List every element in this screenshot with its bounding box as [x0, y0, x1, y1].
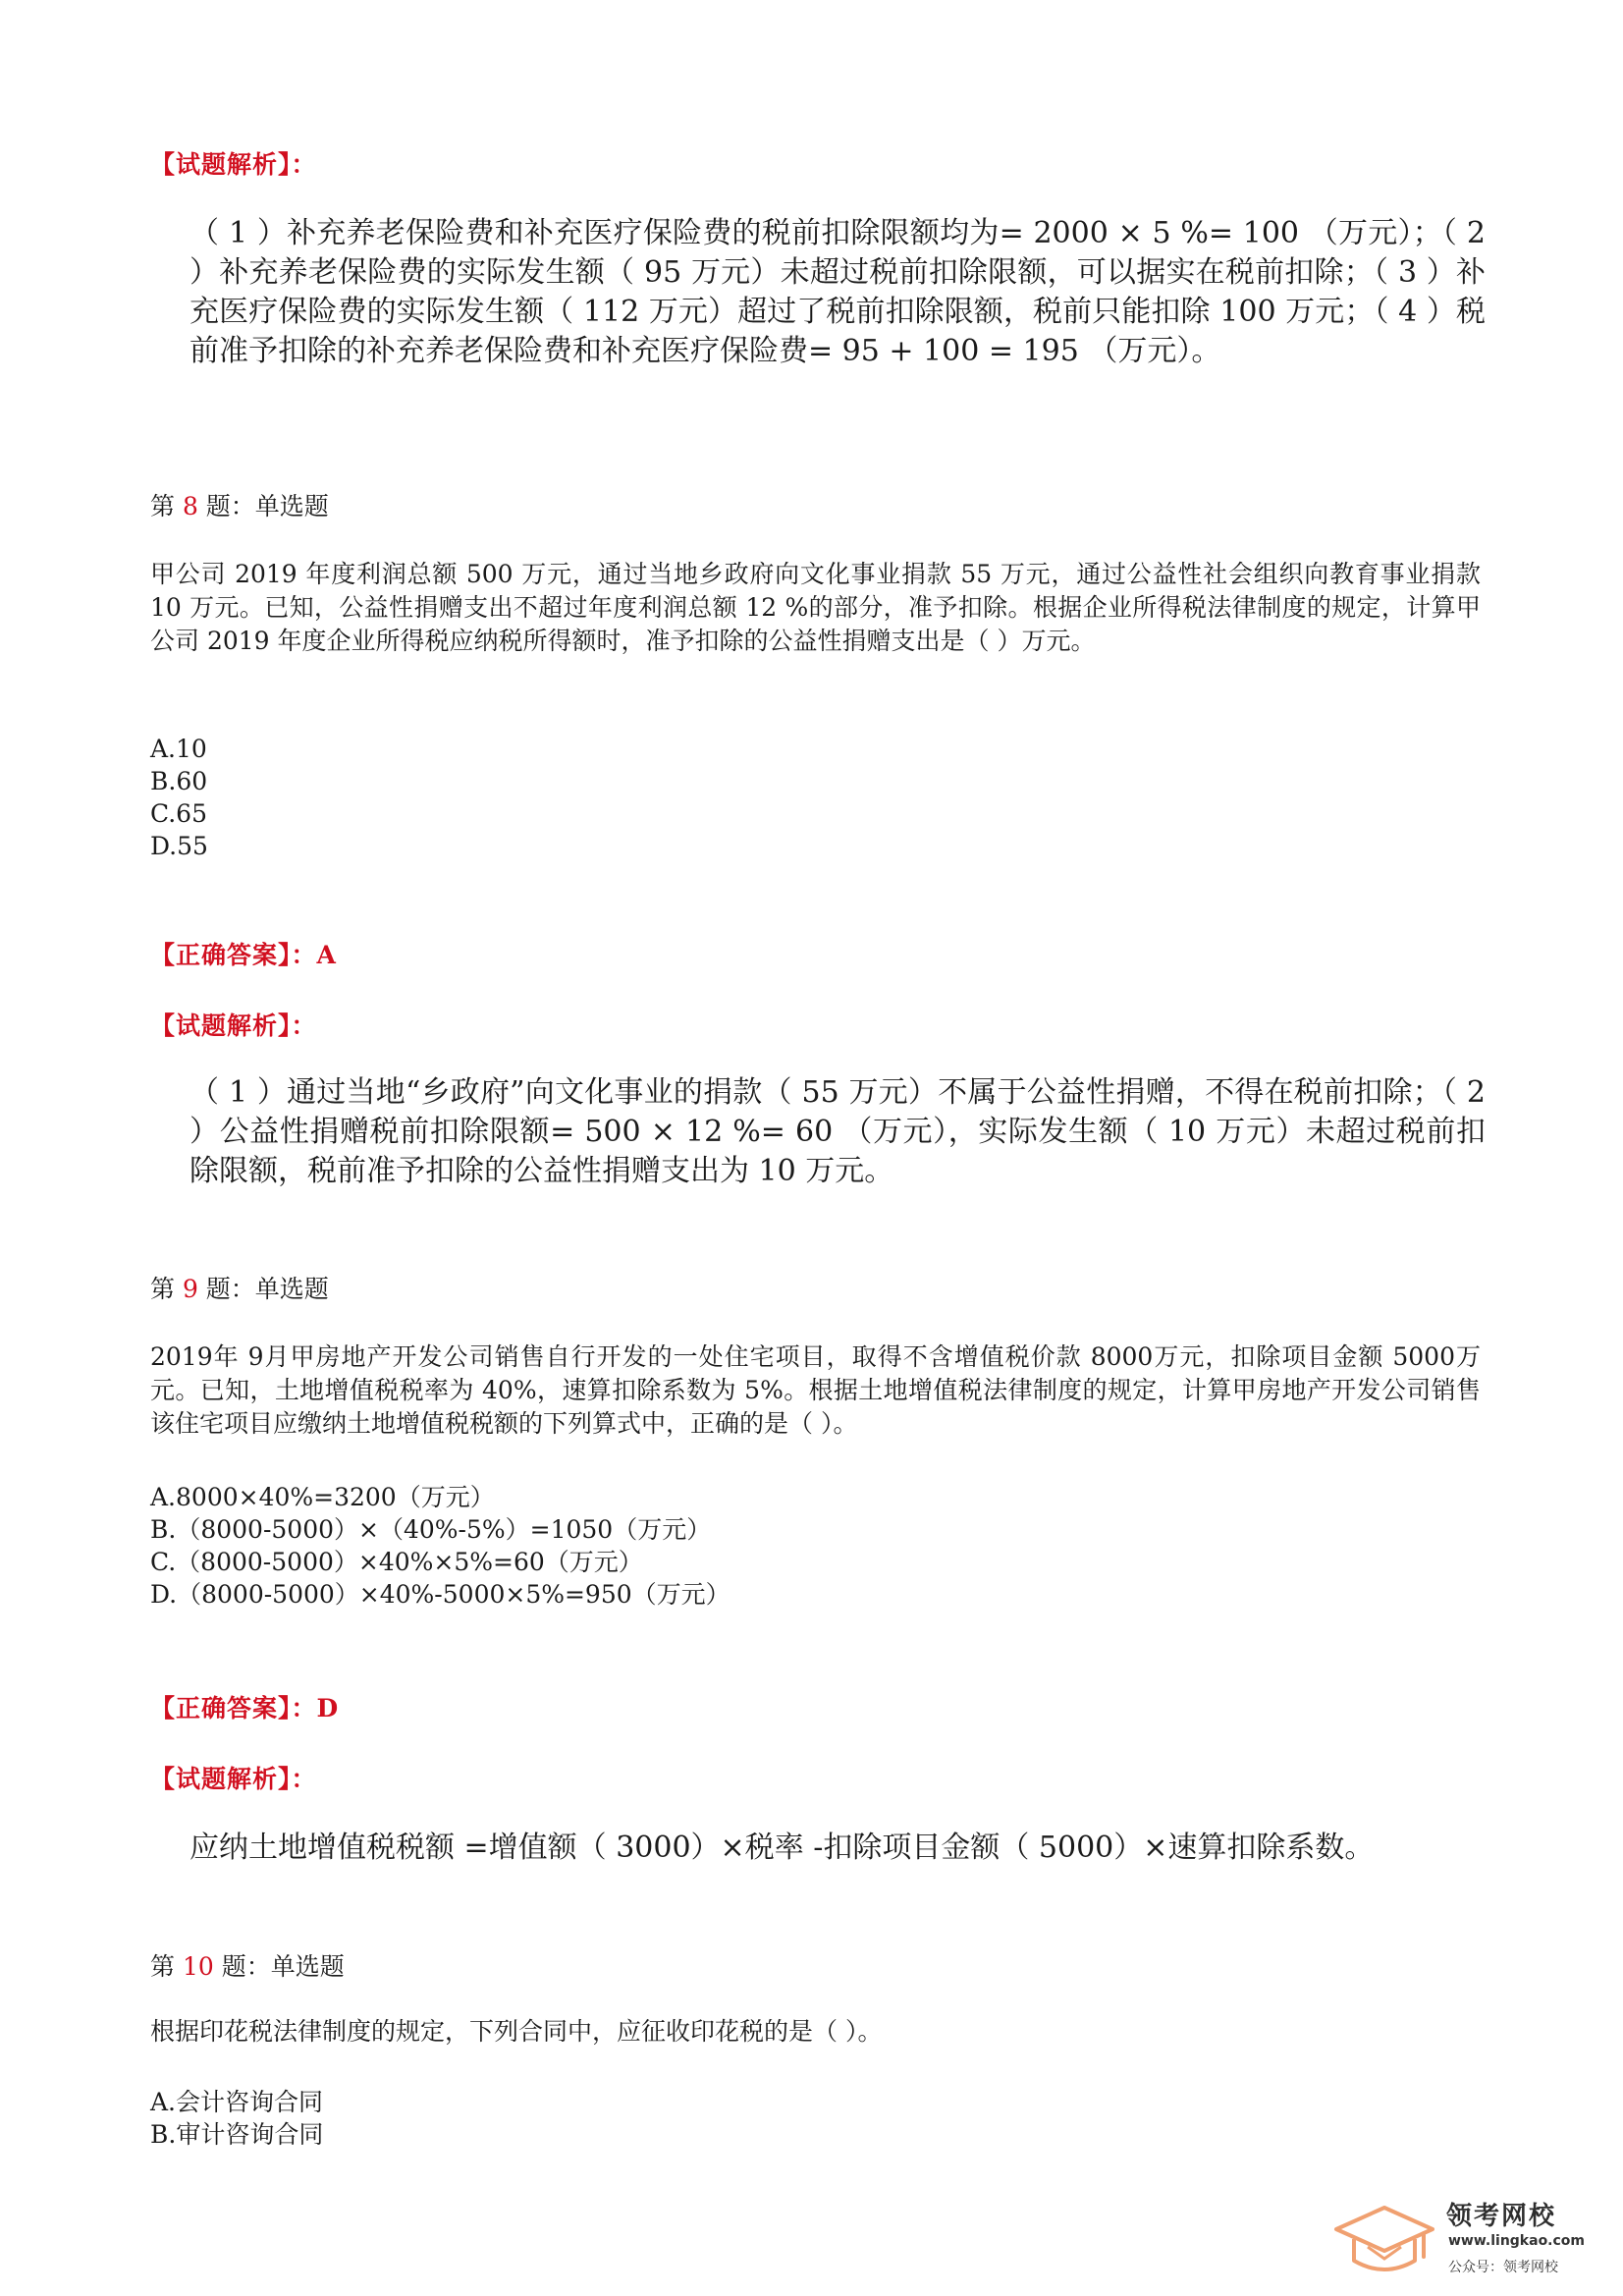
option-d[interactable]: D.55: [150, 832, 208, 860]
option-a[interactable]: A.8000×40%=3200（万元）: [150, 1483, 495, 1511]
brand-logo: [1330, 2192, 1586, 2290]
option-list: [150, 2086, 1481, 2151]
question-stem: 根据印花税法律制度的规定，下列合同中，应征收印花税的是（ ）。: [150, 2017, 883, 2046]
analysis-text: 应纳土地增值税税额 =增值额（ 3000）×税率 -扣除项目金额（ 5000）×速算扣除系数。: [189, 1831, 1375, 1865]
question-header: 第 9 题：单选题: [150, 1275, 329, 1303]
graduation-cap-icon: [1330, 2202, 1438, 2280]
answer-label: 【正确答案】：D: [150, 1694, 340, 1722]
option-a[interactable]: A.会计咨询合同: [150, 2088, 324, 2116]
brand-site: www.lingkao.com: [1448, 2233, 1586, 2249]
answer-value: D: [316, 1694, 340, 1722]
analysis-label: 【试题解析】：: [150, 1011, 317, 1040]
question-header: 第 10 题：单选题: [150, 1952, 345, 1981]
option-d[interactable]: D.（8000-5000）×40%-5000×5%=950（万元）: [150, 1580, 730, 1609]
option-b[interactable]: B.60: [150, 767, 208, 795]
option-a[interactable]: A.10: [150, 735, 207, 763]
question-number: 10: [182, 1952, 214, 1981]
question-header: 第 8 题：单选题: [150, 492, 329, 520]
option-b[interactable]: B.审计咨询合同: [150, 2120, 324, 2149]
option-list: [150, 1481, 1481, 1611]
brand-wechat: 公众号：领考网校: [1448, 2260, 1558, 2275]
brand-name: 领考网校: [1446, 2202, 1557, 2231]
answer-label: 【正确答案】：A: [150, 941, 337, 969]
question-number: 9: [182, 1275, 198, 1303]
analysis-label: 【试题解析】：: [150, 150, 317, 179]
analysis-label: 【试题解析】：: [150, 1765, 317, 1793]
option-b[interactable]: B.（8000-5000）×（40%-5%）=1050（万元）: [150, 1515, 712, 1544]
option-list: [150, 733, 1481, 862]
answer-value: A: [316, 941, 337, 969]
analysis-text: （ 1 ）通过当地“乡政府”向文化事业的捐款（ 55 万元）不属于公益性捐赠，不得在税前扣除；（ 2 ）公益性捐赠税前扣除限额= 500 × 12 %= 60 （万元），实际发生额（ 10 万元）未超过税前扣除限额，税前准予扣除的公益性捐赠支出为 10 万元。: [189, 1075, 1486, 1188]
option-c[interactable]: C.65: [150, 799, 207, 828]
question-stem: 2019年 9月甲房地产开发公司销售自行开发的一处住宅项目，取得不含增值税价款 8000万元，扣除项目金额 5000万元。已知，土地增值税税率为 40%，速算扣除系数为 5%。根据土地增值税法律制度的规定，计算甲房地产开发公司销售该住宅项目应缴纳土地增值税税额的下列算式中，正确的是（ ）。: [150, 1342, 1481, 1438]
analysis-text: （ 1 ）补充养老保险费和补充医疗保险费的税前扣除限额均为= 2000 × 5 %= 100 （万元）；（ 2 ）补充养老保险费的实际发生额（ 95 万元）未超过税前扣除限额，可以据实在税前扣除；（ 3 ）补充医疗保险费的实际发生额（ 112 万元）超过了税前扣除限额，税前只能扣除 100 万元；（ 4 ）税前准予扣除的补充养老保险费和补充医疗保险费= 95 + 100 = 195 （万元）。: [189, 216, 1486, 368]
question-stem: 甲公司 2019 年度利润总额 500 万元，通过当地乡政府向文化事业捐款 55 万元，通过公益性社会组织向教育事业捐款 10 万元。已知，公益性捐赠支出不超过年度利润总额 12 %的部分，准予扣除。根据企业所得税法律制度的规定，计算甲公司 2019 年度企业所得税应纳税所得额时，准予扣除的公益性捐赠支出是（ ）万元。: [150, 560, 1481, 655]
question-number: 8: [182, 492, 198, 520]
option-c[interactable]: C.（8000-5000）×40%×5%=60（万元）: [150, 1548, 643, 1576]
